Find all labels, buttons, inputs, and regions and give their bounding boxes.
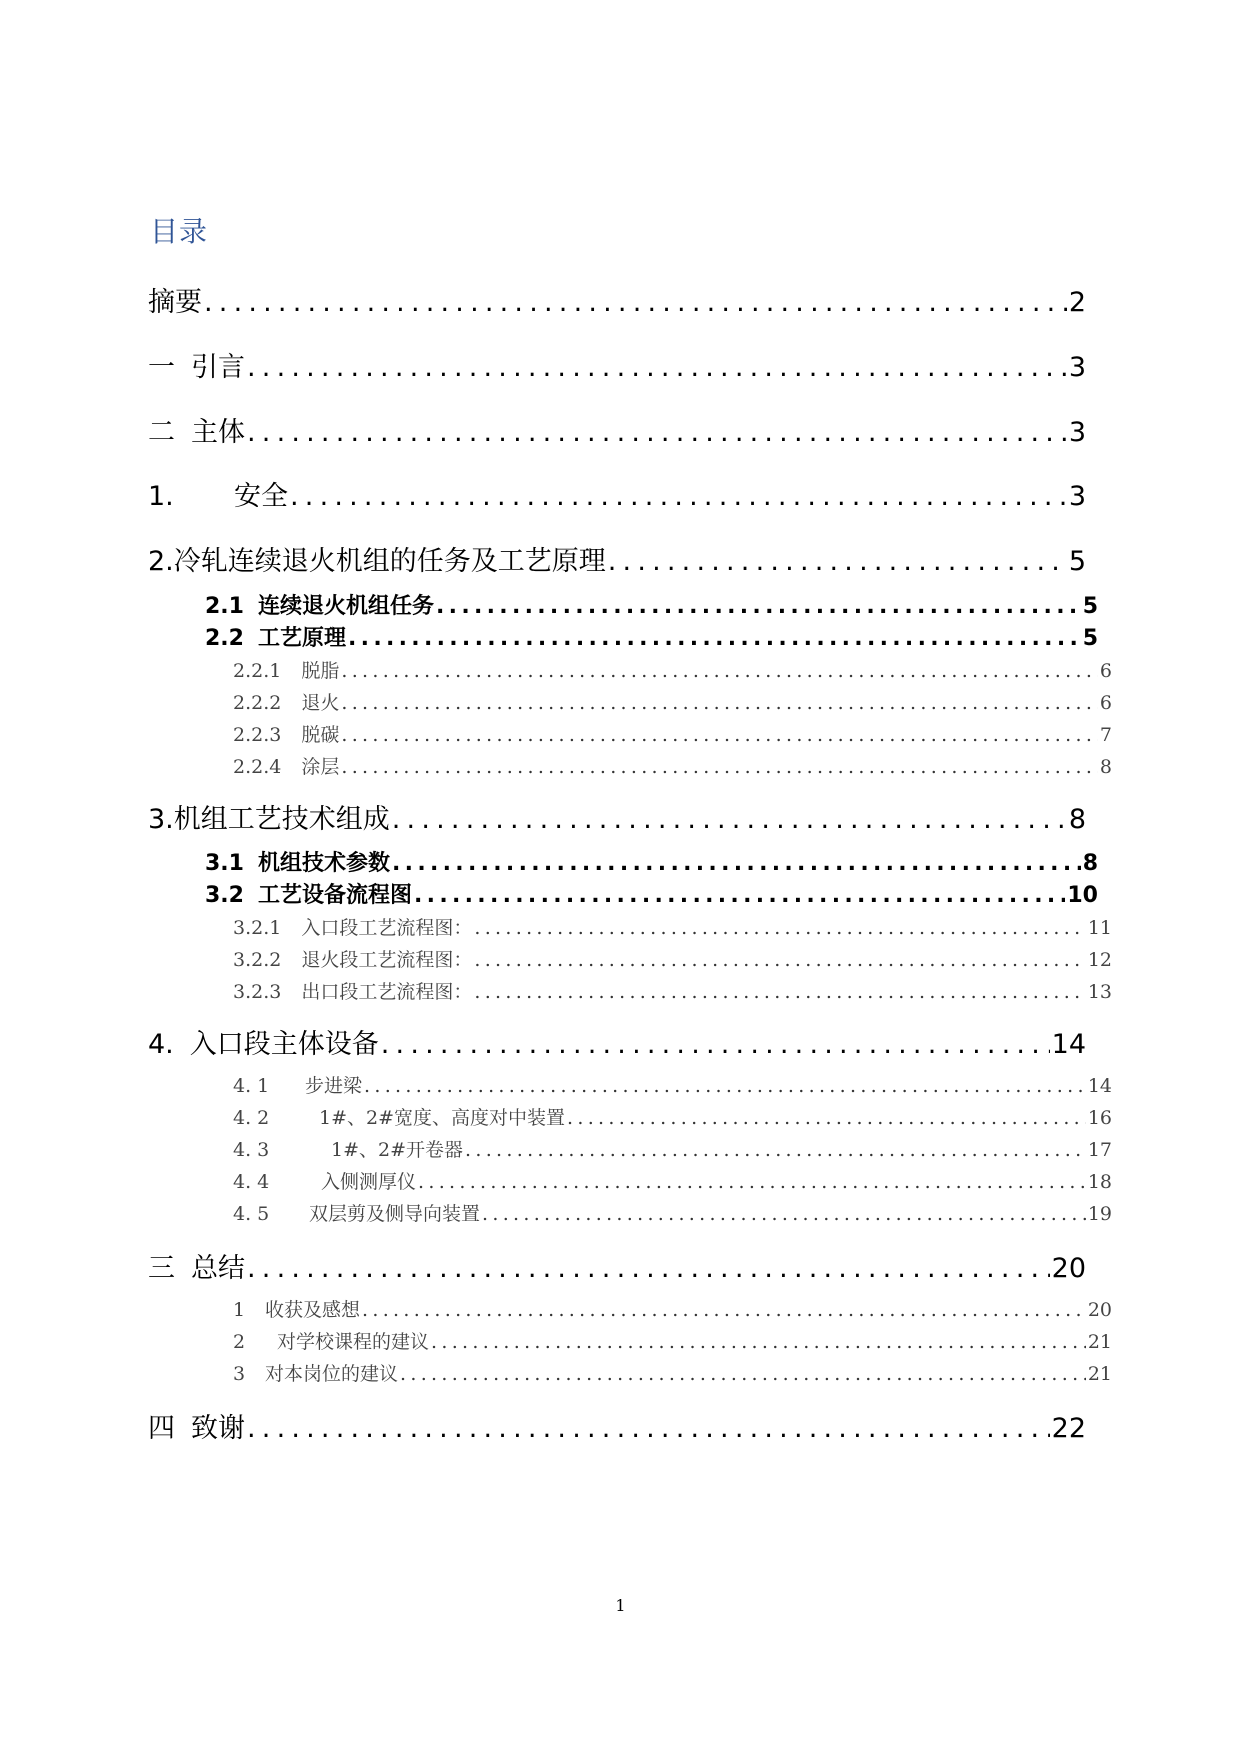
toc-entry-number: 4. 2 <box>233 1107 270 1129</box>
toc-entry-number: 二 <box>148 417 175 448</box>
toc-dot-leader <box>414 883 1065 908</box>
toc-dot-leader <box>474 949 1085 971</box>
toc-entry-page: 5 <box>1082 594 1098 619</box>
toc-entry-title: 主体 <box>191 417 245 448</box>
toc-entry-number: 3.1 <box>205 851 244 876</box>
toc-entry-page: 11 <box>1087 917 1112 939</box>
toc-entry-section-3[interactable] <box>148 797 1086 837</box>
toc-entry-section-2[interactable] <box>148 539 1086 579</box>
toc-entry-number: 2.1 <box>205 594 244 619</box>
toc-entry-title: 入侧测厚仪 <box>321 1171 417 1193</box>
toc-entry-number: 四 <box>148 1413 175 1444</box>
toc-entry-page: 16 <box>1087 1107 1112 1129</box>
toc-entry-4-1[interactable] <box>233 1071 1112 1097</box>
toc-entry-title: 涂层 <box>301 756 340 778</box>
toc-entry-section-4[interactable] <box>148 1022 1086 1062</box>
toc-dot-leader <box>362 1299 1086 1321</box>
toc-entry-number: 3.2.2 <box>233 949 282 971</box>
toc-entry-page: 2 <box>1068 287 1086 318</box>
toc-entry-3-2-1[interactable] <box>233 913 1112 939</box>
toc-entry-title: 机组技术参数 <box>257 851 390 876</box>
toc-dot-leader <box>341 692 1098 714</box>
toc-entry-page: 8 <box>1082 851 1098 876</box>
toc-dot-leader <box>341 660 1098 682</box>
toc-dot-leader <box>431 1331 1086 1353</box>
toc-dot-leader <box>418 1171 1086 1193</box>
toc-entry-main-body[interactable] <box>148 410 1086 450</box>
toc-dot-leader <box>400 1363 1086 1385</box>
toc-entry-page: 20 <box>1051 1253 1086 1284</box>
toc-dot-leader <box>364 1075 1086 1097</box>
toc-entry-page: 21 <box>1087 1363 1112 1385</box>
toc-entry-title: 2.冷轧连续退火机组的任务及工艺原理 <box>148 546 606 577</box>
toc-entry-summary-2[interactable] <box>233 1327 1112 1353</box>
toc-entry-page: 5 <box>1068 546 1086 577</box>
toc-entry-title: 工艺原理 <box>257 626 346 651</box>
toc-entry-number: 3.2 <box>205 883 244 908</box>
toc-dot-leader <box>348 626 1081 651</box>
toc-entry-title: 安全 <box>234 481 288 512</box>
toc-dot-leader <box>474 917 1085 939</box>
toc-entry-title: 退火段工艺流程图： <box>301 949 473 971</box>
toc-entry-number: 2.2.3 <box>233 724 282 746</box>
toc-heading: 目录 <box>150 215 209 248</box>
toc-entry-4-4[interactable] <box>233 1167 1112 1193</box>
toc-entry-page: 8 <box>1099 756 1112 778</box>
toc-dot-leader <box>290 481 1067 512</box>
toc-entry-title: 1#、2#宽度、高度对中装置 <box>319 1107 566 1129</box>
toc-entry-page: 10 <box>1067 883 1098 908</box>
toc-entry-title: 总结 <box>191 1253 245 1284</box>
toc-entry-abstract[interactable] <box>148 280 1086 320</box>
toc-entry-title: 对学校课程的建议 <box>277 1331 430 1353</box>
toc-entry-2-2[interactable] <box>205 621 1098 651</box>
toc-entry-title: 3.机组工艺技术组成 <box>148 804 390 835</box>
toc-entry-introduction[interactable] <box>148 345 1086 385</box>
toc-entry-title: 致谢 <box>191 1413 245 1444</box>
toc-entry-page: 5 <box>1082 626 1098 651</box>
toc-entry-number: 2.2.2 <box>233 692 282 714</box>
toc-entry-number: 4. 1 <box>233 1075 270 1097</box>
toc-entry-title: 工艺设备流程图 <box>257 883 412 908</box>
page-number: 1 <box>615 1596 626 1615</box>
toc-dot-leader <box>341 756 1098 778</box>
toc-entry-title: 双层剪及侧导向装置 <box>309 1203 481 1225</box>
toc-entry-number: 2.2.4 <box>233 756 282 778</box>
toc-entry-page: 18 <box>1087 1171 1112 1193</box>
toc-entry-4-2[interactable] <box>233 1103 1112 1129</box>
toc-dot-leader <box>465 1139 1086 1161</box>
toc-entry-page: 20 <box>1087 1299 1112 1321</box>
toc-entry-4-5[interactable] <box>233 1199 1112 1225</box>
toc-entry-page: 21 <box>1087 1331 1112 1353</box>
toc-entry-title: 收获及感想 <box>265 1299 361 1321</box>
toc-entry-page: 7 <box>1099 724 1112 746</box>
toc-entry-number: 4. 3 <box>233 1139 270 1161</box>
toc-entry-page: 14 <box>1051 1029 1086 1060</box>
toc-entry-page: 12 <box>1087 949 1112 971</box>
toc-entry-2-1[interactable] <box>205 589 1098 619</box>
toc-entry-3-2-2[interactable] <box>233 945 1112 971</box>
toc-entry-number: 3.2.1 <box>233 917 282 939</box>
toc-dot-leader <box>567 1107 1086 1129</box>
toc-dot-leader <box>247 352 1067 383</box>
toc-dot-leader <box>247 1413 1050 1444</box>
toc-entry-page: 3 <box>1068 352 1086 383</box>
toc-entry-page: 6 <box>1099 660 1112 682</box>
toc-entry-title: 脱脂 <box>301 660 340 682</box>
toc-entry-summary-1[interactable] <box>233 1295 1112 1321</box>
toc-dot-leader <box>436 594 1081 619</box>
toc-entry-page: 19 <box>1087 1203 1112 1225</box>
toc-entry-3-2-3[interactable] <box>233 977 1112 1003</box>
toc-entry-title: 入口段工艺流程图： <box>301 917 473 939</box>
toc-entry-number: 三 <box>148 1253 175 1284</box>
toc-entry-number: 4. <box>148 1029 174 1060</box>
toc-entry-acknowledgements[interactable] <box>148 1406 1086 1446</box>
toc-entry-number: 3.2.3 <box>233 981 282 1003</box>
toc-entry-title: 对本岗位的建议 <box>265 1363 399 1385</box>
toc-entry-2-2-1[interactable] <box>233 656 1112 682</box>
toc-dot-leader <box>381 1029 1050 1060</box>
toc-entry-title: 脱碳 <box>301 724 340 746</box>
toc-entry-title: 摘要 <box>148 287 202 318</box>
toc-entry-number: 1. <box>148 481 174 512</box>
toc-entry-3-2[interactable] <box>205 878 1098 908</box>
toc-entry-summary[interactable] <box>148 1246 1086 1286</box>
toc-entry-page: 14 <box>1087 1075 1112 1097</box>
toc-entry-number: 一 <box>148 352 175 383</box>
toc-entry-number: 2 <box>233 1331 246 1353</box>
toc-entry-number: 3 <box>233 1363 246 1385</box>
toc-entry-page: 13 <box>1087 981 1112 1003</box>
toc-entry-number: 4. 5 <box>233 1203 270 1225</box>
toc-entry-4-3[interactable] <box>233 1135 1112 1161</box>
toc-entry-title: 连续退火机组任务 <box>257 594 434 619</box>
toc-entry-page: 3 <box>1068 417 1086 448</box>
toc-entry-3-1[interactable] <box>205 846 1098 876</box>
toc-entry-title: 引言 <box>191 352 245 383</box>
toc-entry-number: 2.2.1 <box>233 660 282 682</box>
toc-entry-2-2-3[interactable] <box>233 720 1112 746</box>
toc-entry-2-2-2[interactable] <box>233 688 1112 714</box>
toc-dot-leader <box>204 287 1067 318</box>
toc-dot-leader <box>482 1203 1086 1225</box>
toc-dot-leader <box>247 1253 1050 1284</box>
toc-entry-number: 2.2 <box>205 626 244 651</box>
toc-entry-number: 4. 4 <box>233 1171 270 1193</box>
toc-entry-safety[interactable] <box>148 474 1086 514</box>
toc-entry-title: 1#、2#开卷器 <box>331 1139 464 1161</box>
toc-dot-leader <box>392 851 1081 876</box>
toc-entry-summary-3[interactable] <box>233 1359 1112 1385</box>
toc-entry-page: 8 <box>1068 804 1086 835</box>
toc-dot-leader <box>392 804 1067 835</box>
toc-dot-leader <box>608 546 1067 577</box>
toc-dot-leader <box>341 724 1098 746</box>
toc-entry-2-2-4[interactable] <box>233 752 1112 778</box>
toc-entry-title: 入口段主体设备 <box>189 1029 379 1060</box>
toc-entry-title: 退火 <box>301 692 340 714</box>
toc-entry-page: 3 <box>1068 481 1086 512</box>
toc-entry-page: 22 <box>1051 1413 1086 1444</box>
toc-entry-number: 1 <box>233 1299 246 1321</box>
toc-entry-title: 步进梁 <box>305 1075 363 1097</box>
toc-entry-title: 出口段工艺流程图： <box>301 981 473 1003</box>
toc-dot-leader <box>474 981 1085 1003</box>
toc-entry-page: 6 <box>1099 692 1112 714</box>
toc-dot-leader <box>247 417 1067 448</box>
toc-entry-page: 17 <box>1087 1139 1112 1161</box>
